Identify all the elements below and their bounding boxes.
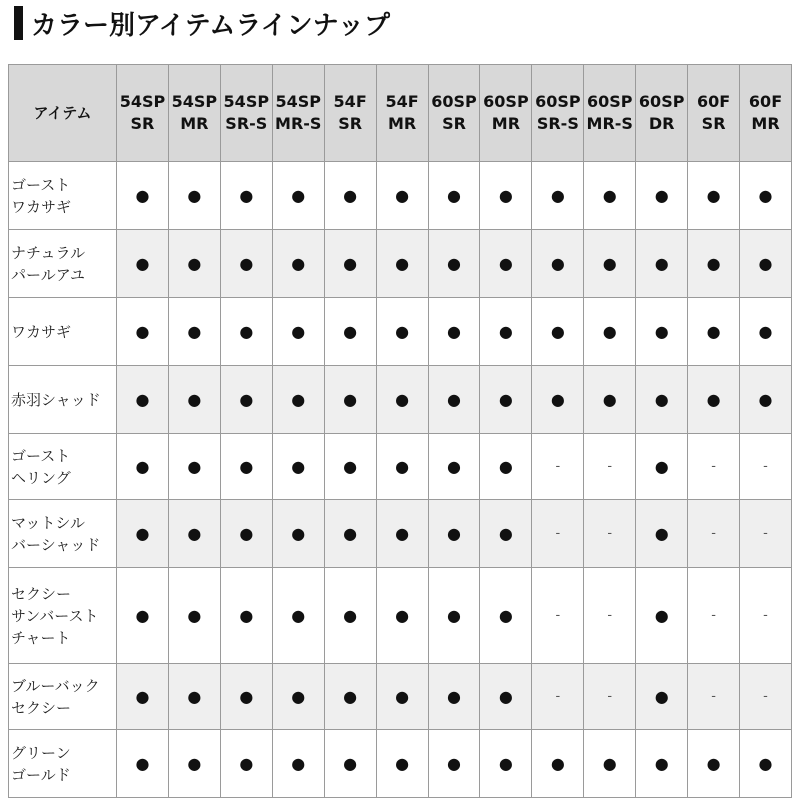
available-mark: ● [272,434,324,500]
model-header-line: 54SP [171,92,218,111]
model-column-header [584,65,636,162]
available-mark: ● [168,664,220,730]
available-mark: ● [117,568,169,664]
model-header-line: SR [701,114,726,133]
model-header-line: 60F [748,92,783,111]
model-column-header [220,65,272,162]
table-row [9,366,792,434]
available-mark: ● [376,162,428,230]
available-mark: ● [324,664,376,730]
model-header-line: MR-S [275,114,322,133]
table-row [9,730,792,798]
available-mark: ● [480,162,532,230]
unavailable-mark: - [584,568,636,664]
item-name-line: ヘリング [11,468,71,487]
available-mark: ● [636,230,688,298]
available-mark: ● [220,230,272,298]
model-column-header [117,65,169,162]
available-mark: ● [272,298,324,366]
available-mark: ● [376,230,428,298]
available-mark: ● [324,230,376,298]
model-header-line: MR [180,114,209,133]
heading-title: カラー別アイテムラインナップ [31,10,391,41]
available-mark: ● [688,298,740,366]
available-mark: ● [480,500,532,568]
available-mark: ● [117,162,169,230]
available-mark: ● [272,730,324,798]
available-mark: ● [272,568,324,664]
table-row [9,664,792,730]
model-column-header [272,65,324,162]
available-mark: ● [220,434,272,500]
model-header-line: 60SP [535,92,581,111]
model-column-header [428,65,480,162]
item-name-line: ナチュラル [11,243,86,262]
available-mark: ● [428,500,480,568]
available-mark: ● [584,230,636,298]
model-column-header [636,65,688,162]
available-mark: ● [117,298,169,366]
available-mark: ● [168,366,220,434]
available-mark: ● [740,162,792,230]
item-name-cell [9,230,117,298]
table-body [9,162,792,798]
available-mark: ● [428,230,480,298]
model-column-header [324,65,376,162]
model-column-header [688,65,740,162]
available-mark: ● [584,162,636,230]
available-mark: ● [272,500,324,568]
item-name-line: パールアユ [11,265,85,284]
heading-accent-bar [14,6,23,40]
lineup-table [8,64,792,798]
available-mark: ● [636,162,688,230]
model-header-line: DR [648,114,675,133]
model-column-header [376,65,428,162]
available-mark: ● [740,366,792,434]
item-name-line: セクシー [11,584,72,603]
available-mark: ● [220,664,272,730]
model-header-line: 60SP [587,92,633,111]
available-mark: ● [324,434,376,500]
model-header-line: 54SP [275,92,321,111]
item-name-line: サンバースト [11,606,99,625]
model-header-line: SR-S [225,114,268,133]
model-header-line: MR [387,114,417,133]
model-header-line: SR [442,114,466,133]
model-header-line: 60F [697,92,731,111]
available-mark: ● [532,366,584,434]
available-mark: ● [376,568,428,664]
model-header-line: 54SP [223,92,270,111]
available-mark: ● [688,366,740,434]
available-mark: ● [220,162,272,230]
item-name-line: ゴースト [11,175,71,194]
unavailable-mark: - [740,568,792,664]
available-mark: ● [324,730,376,798]
available-mark: ● [532,230,584,298]
model-column-header [740,65,792,162]
model-header-line: MR [491,114,521,133]
model-header-line: 60SP [431,92,477,111]
available-mark: ● [220,366,272,434]
available-mark: ● [117,366,169,434]
unavailable-mark: - [532,568,584,664]
table-row [9,500,792,568]
item-name-cell [9,730,117,798]
available-mark: ● [168,434,220,500]
available-mark: ● [324,500,376,568]
item-name-line: ワカサギ [11,197,72,216]
item-name-cell [9,568,117,664]
table-header-row [9,65,792,162]
available-mark: ● [428,730,480,798]
available-mark: ● [480,568,532,664]
table-row [9,434,792,500]
available-mark: ● [480,230,532,298]
item-name-line: マットシル [11,513,86,532]
available-mark: ● [376,298,428,366]
item-name-cell [9,366,117,434]
item-name-line: ゴールド [11,765,71,784]
model-header-line: MR-S [586,114,633,133]
available-mark: ● [480,730,532,798]
available-mark: ● [168,500,220,568]
unavailable-mark: - [740,500,792,568]
unavailable-mark: - [740,434,792,500]
available-mark: ● [220,568,272,664]
unavailable-mark: - [688,500,740,568]
available-mark: ● [117,664,169,730]
available-mark: ● [376,730,428,798]
table-row [9,162,792,230]
available-mark: ● [168,298,220,366]
item-name-line: ブルーバック [11,676,100,695]
table-row [9,298,792,366]
available-mark: ● [376,500,428,568]
item-name-line: 赤羽シャッド [11,390,101,409]
available-mark: ● [324,298,376,366]
available-mark: ● [428,568,480,664]
item-name-cell [9,298,117,366]
available-mark: ● [272,230,324,298]
available-mark: ● [636,664,688,730]
available-mark: ● [117,730,169,798]
model-column-header [480,65,532,162]
available-mark: ● [636,500,688,568]
item-name-cell [9,500,117,568]
item-name-cell [9,434,117,500]
unavailable-mark: - [688,568,740,664]
model-column-header [532,65,584,162]
model-header-line: MR [751,114,780,133]
unavailable-mark: - [532,434,584,500]
available-mark: ● [636,568,688,664]
unavailable-mark: - [688,664,740,730]
available-mark: ● [117,230,169,298]
available-mark: ● [376,434,428,500]
available-mark: ● [480,434,532,500]
available-mark: ● [220,500,272,568]
available-mark: ● [428,366,480,434]
available-mark: ● [428,298,480,366]
item-name-cell [9,162,117,230]
available-mark: ● [168,162,220,230]
item-name-line: チャート [11,628,71,647]
item-name-line: グリーン [11,743,71,762]
available-mark: ● [688,162,740,230]
item-name-line: セクシー [11,698,72,717]
available-mark: ● [324,568,376,664]
model-header-line: 60SP [483,92,529,111]
item-name-cell [9,664,117,730]
available-mark: ● [584,366,636,434]
available-mark: ● [636,730,688,798]
available-mark: ● [376,664,428,730]
model-header-line: SR-S [536,114,579,133]
available-mark: ● [480,298,532,366]
available-mark: ● [324,162,376,230]
available-mark: ● [324,366,376,434]
available-mark: ● [428,664,480,730]
item-name-line: ゴースト [11,446,71,465]
unavailable-mark: - [584,434,636,500]
unavailable-mark: - [584,500,636,568]
available-mark: ● [636,298,688,366]
available-mark: ● [272,664,324,730]
item-column-header: アイテム [9,65,117,162]
available-mark: ● [272,162,324,230]
available-mark: ● [168,230,220,298]
available-mark: ● [532,298,584,366]
unavailable-mark: - [740,664,792,730]
model-header-line: 54F [333,92,367,111]
available-mark: ● [636,366,688,434]
available-mark: ● [636,434,688,500]
available-mark: ● [220,298,272,366]
model-header-line: SR [338,114,363,133]
available-mark: ● [117,500,169,568]
unavailable-mark: - [532,500,584,568]
available-mark: ● [740,730,792,798]
model-header-line: 60SP [638,92,685,111]
model-header-line: 54F [385,92,419,111]
available-mark: ● [740,298,792,366]
available-mark: ● [688,230,740,298]
available-mark: ● [428,434,480,500]
available-mark: ● [584,298,636,366]
item-name-line: バーシャッド [11,535,101,554]
unavailable-mark: - [584,664,636,730]
available-mark: ● [688,730,740,798]
available-mark: ● [168,730,220,798]
available-mark: ● [117,434,169,500]
item-name-line: ワカサギ [11,322,72,341]
available-mark: ● [428,162,480,230]
unavailable-mark: - [532,664,584,730]
model-header-line: SR [130,114,155,133]
available-mark: ● [740,230,792,298]
available-mark: ● [584,730,636,798]
available-mark: ● [168,568,220,664]
unavailable-mark: - [688,434,740,500]
available-mark: ● [532,730,584,798]
available-mark: ● [480,664,532,730]
available-mark: ● [220,730,272,798]
available-mark: ● [532,162,584,230]
table-row [9,568,792,664]
available-mark: ● [376,366,428,434]
table-row [9,230,792,298]
available-mark: ● [272,366,324,434]
available-mark: ● [480,366,532,434]
model-header-line: 54SP [119,92,166,111]
page-heading [14,6,390,40]
model-column-header [168,65,220,162]
